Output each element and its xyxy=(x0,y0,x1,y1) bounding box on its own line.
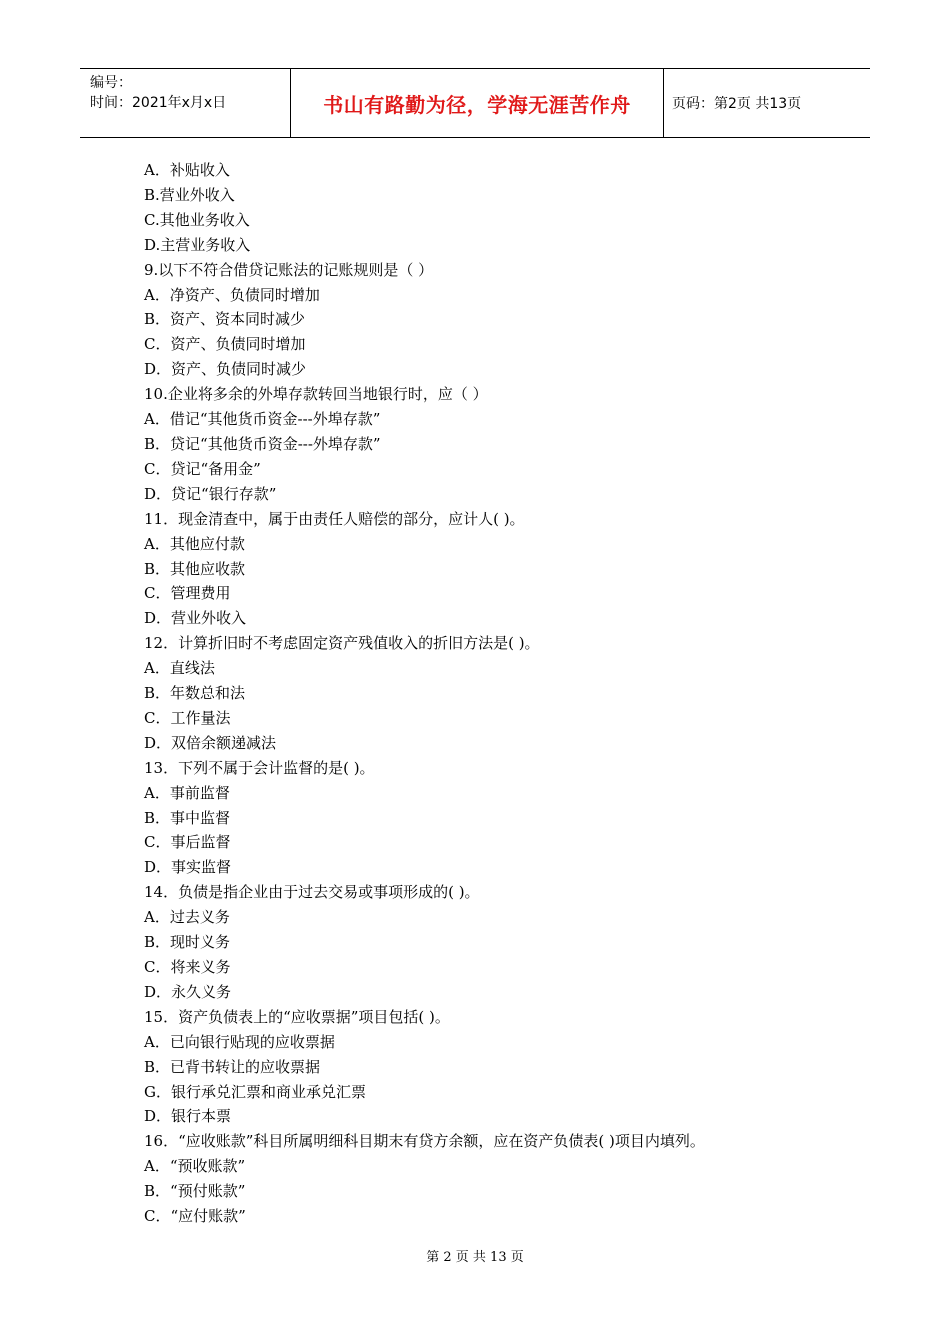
question-stem: 13．下列不属于会计监督的是( )。 xyxy=(144,758,375,777)
answer-option: D．贷记“银行存款” xyxy=(144,484,277,503)
answer-option: A．直线法 xyxy=(144,659,215,678)
answer-option: A．事前监督 xyxy=(144,783,230,802)
question-stem: 14．负债是指企业由于过去交易或事项形成的( )。 xyxy=(144,883,480,902)
header-motto: 书山有路勤为径，学海无涯苦作舟 xyxy=(291,69,664,137)
header-page-info: 页码：第2页 共13页 xyxy=(672,96,802,112)
question-stem: 15．资产负债表上的“应收票据”项目包括( )。 xyxy=(144,1007,450,1026)
answer-option: D.主营业务收入 xyxy=(144,235,251,254)
answer-option: B．其他应收款 xyxy=(144,559,246,578)
question-stem: 16．“应收账款”科目所属明细科目期末有贷方余额，应在资产负债表( )项目内填列。 xyxy=(144,1132,705,1151)
answer-option: B．贷记“其他货币资金---外埠存款” xyxy=(144,434,381,453)
answer-option: D．永久义务 xyxy=(144,982,232,1001)
document-number-label: 编号： xyxy=(90,75,132,91)
answer-option: A．其他应付款 xyxy=(144,534,245,553)
answer-option: D．双倍余额递减法 xyxy=(144,733,277,752)
answer-option: D．银行本票 xyxy=(144,1107,232,1126)
answer-option: B．已背书转让的应收票据 xyxy=(144,1057,321,1076)
answer-option: B.营业外收入 xyxy=(144,185,235,204)
document-date-label: 时间：2021年x月x日 xyxy=(90,95,227,111)
answer-option: C．贷记“备用金” xyxy=(144,459,261,478)
answer-option: D．资产、负债同时减少 xyxy=(144,360,307,379)
answer-option: C．“应付账款” xyxy=(144,1207,246,1226)
answer-option: G．银行承兑汇票和商业承兑汇票 xyxy=(144,1082,366,1101)
answer-option: C．事后监督 xyxy=(144,833,231,852)
answer-option: C．工作量法 xyxy=(144,708,231,727)
answer-option: A．补贴收入 xyxy=(144,161,230,179)
answer-option: C．将来义务 xyxy=(144,958,231,976)
question-stem: 12．计算折旧时不考虑固定资产残值收入的折旧方法是( )。 xyxy=(144,634,540,653)
answer-option: B．现时义务 xyxy=(144,933,231,952)
answer-option: B．资产、资本同时减少 xyxy=(144,310,306,329)
answer-option: A．净资产、负债同时增加 xyxy=(144,285,320,304)
question-stem: 11．现金清查中，属于由责任人赔偿的部分，应计人( )。 xyxy=(144,509,525,528)
answer-option: A．借记“其他货币资金---外埠存款” xyxy=(144,410,381,429)
page-footer: 第 2 页 共 13 页 xyxy=(426,1250,524,1265)
answer-option: C.其他业务收入 xyxy=(144,210,250,229)
question-stem: 9.以下不符合借贷记账法的记账规则是（ ） xyxy=(144,260,434,279)
answer-option: C．资产、负债同时增加 xyxy=(144,335,306,354)
header-meta xyxy=(80,69,291,137)
answer-option: B．年数总和法 xyxy=(144,684,246,703)
answer-option: C．管理费用 xyxy=(144,584,231,603)
answer-option: A．过去义务 xyxy=(144,908,230,927)
answer-option: D．事实监督 xyxy=(144,858,232,877)
question-list xyxy=(144,158,844,1229)
answer-option: D．营业外收入 xyxy=(144,609,247,628)
answer-option: B．“预付账款” xyxy=(144,1182,246,1201)
answer-option: A．“预收账款” xyxy=(144,1157,246,1176)
answer-option: A．已向银行贴现的应收票据 xyxy=(144,1032,335,1051)
question-stem: 10.企业将多余的外埠存款转回当地银行时，应（ ） xyxy=(144,385,488,404)
answer-option: B．事中监督 xyxy=(144,808,231,827)
page-header xyxy=(80,68,870,138)
